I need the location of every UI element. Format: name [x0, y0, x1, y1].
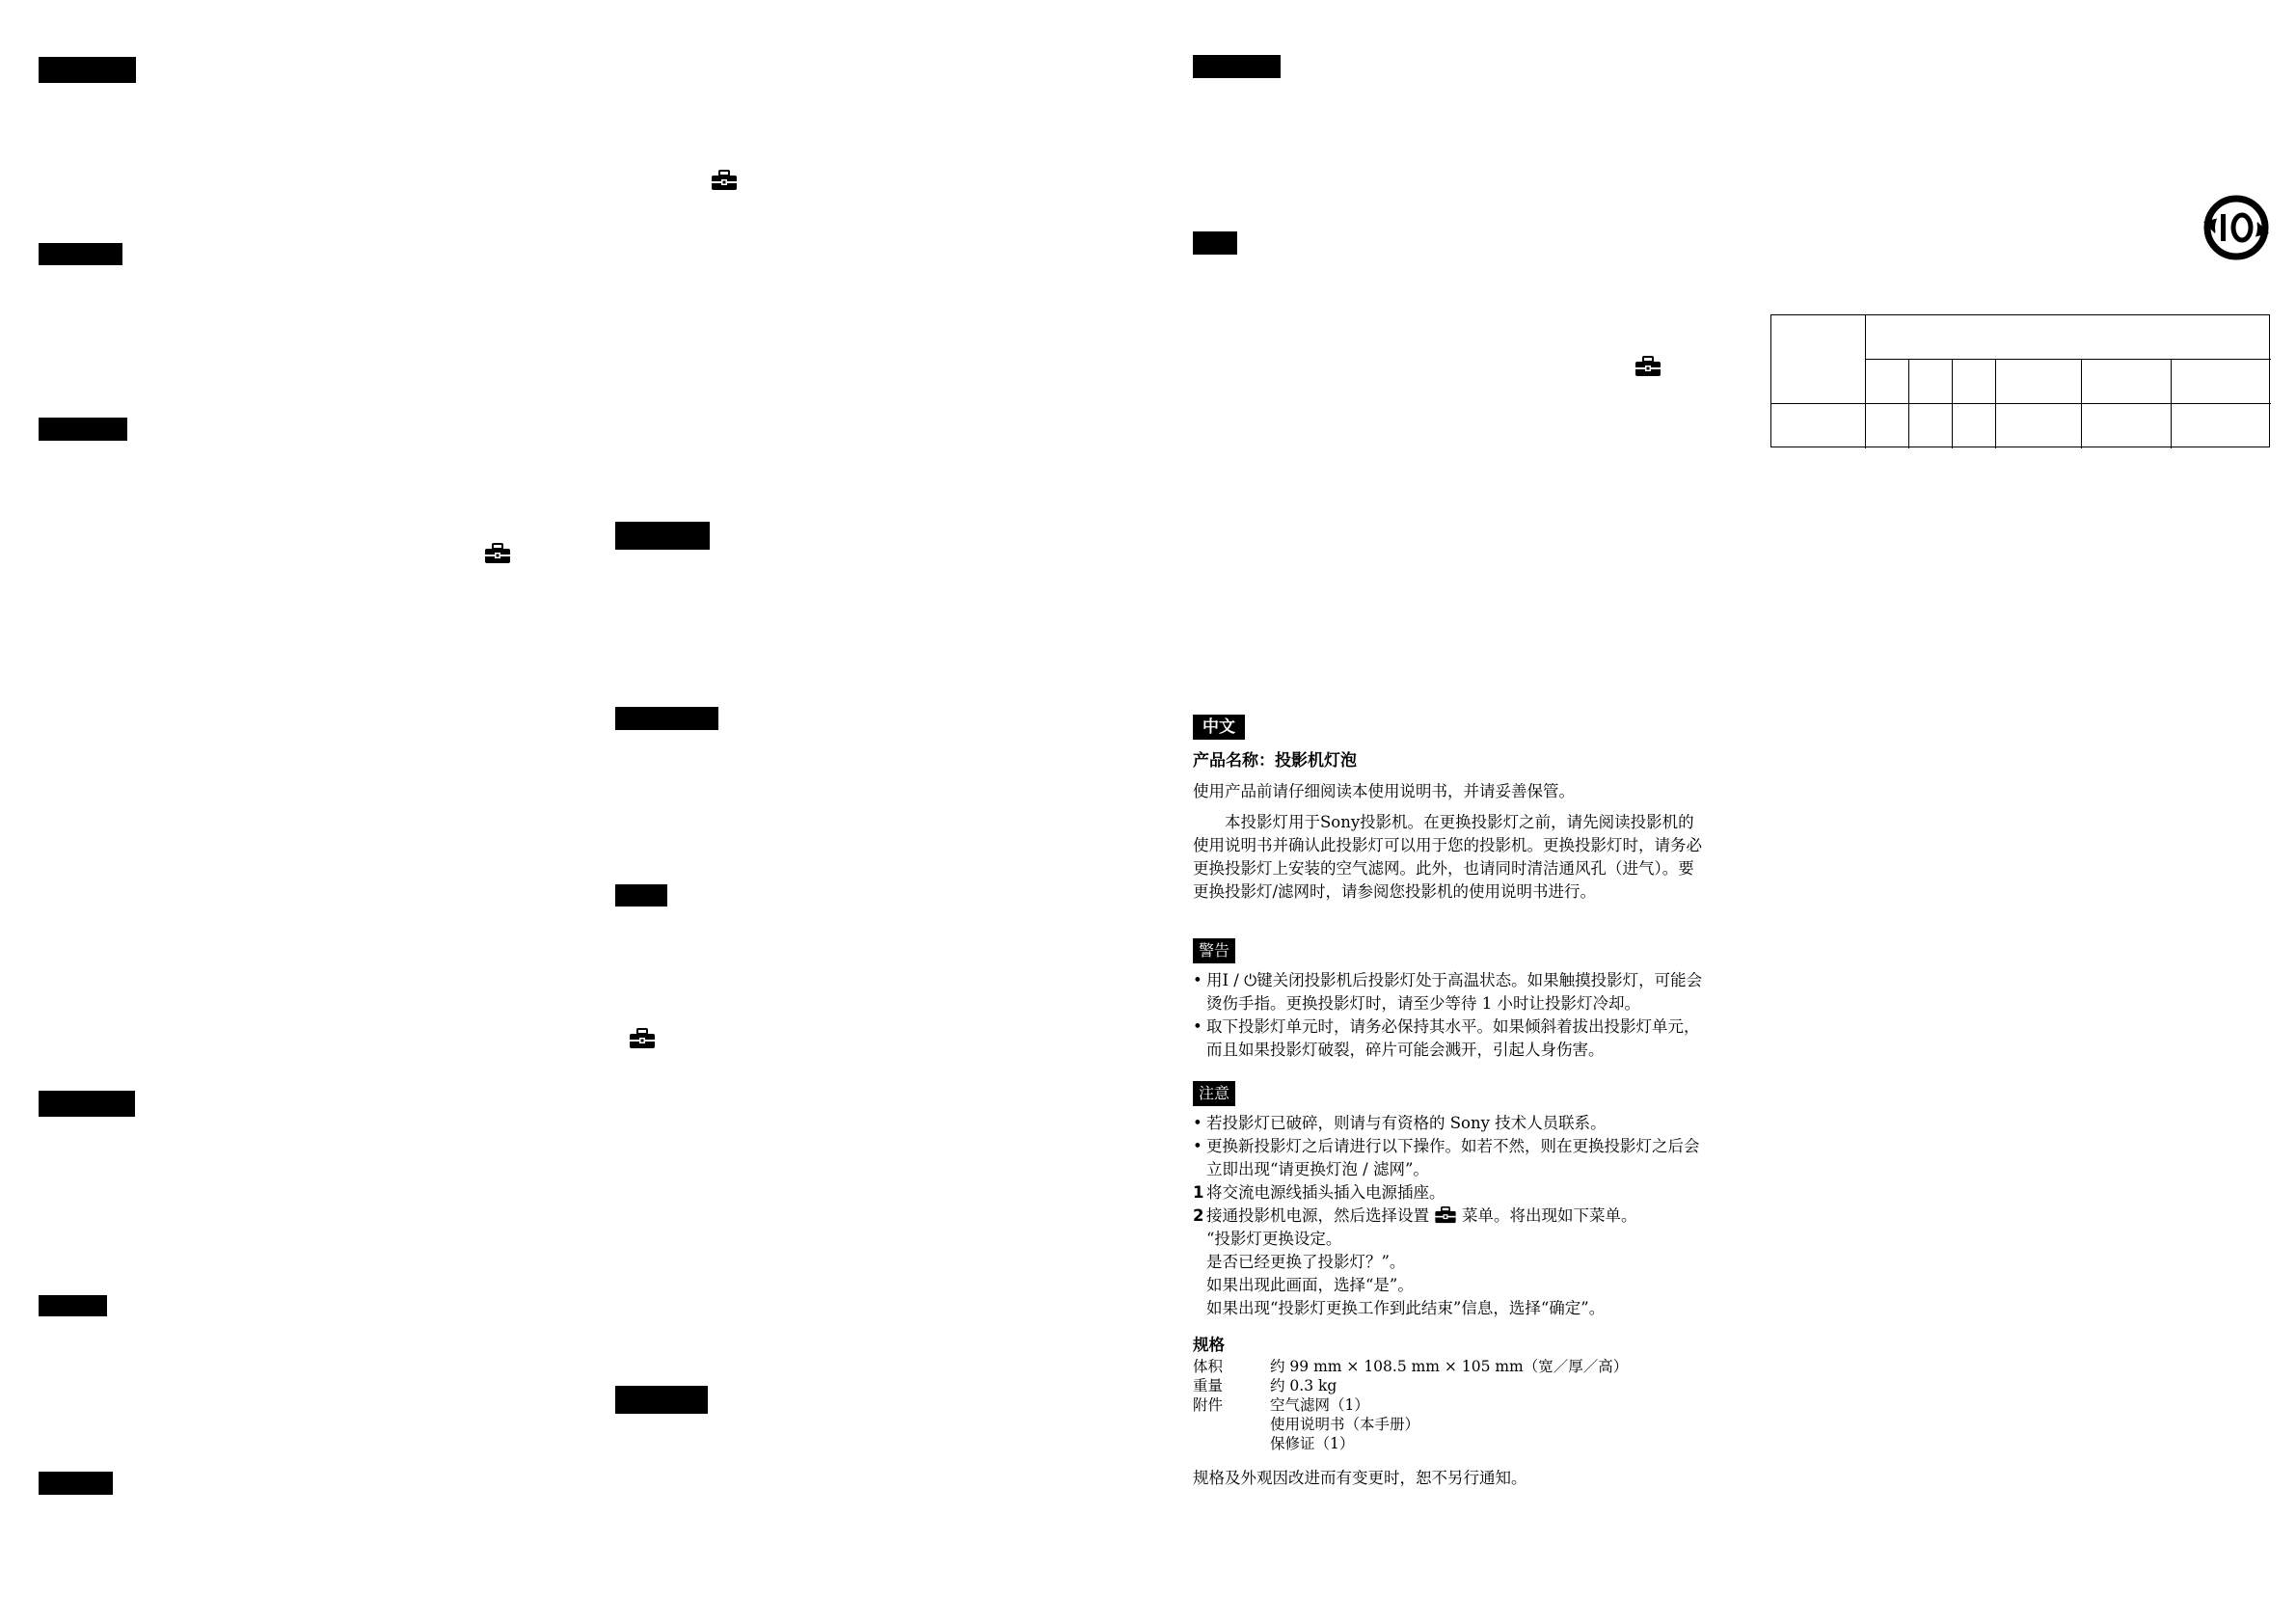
spec-value: 约 0.3 kg	[1270, 1377, 1337, 1394]
step-text: 将交流电源线插头插入电源插座。	[1206, 1183, 1445, 1202]
warning-item: • 用I / ⏻键关闭投影机后投影灯处于高温状态。如果触摸投影灯，可能会烫伤手指。更换投影灯时，请至少等待 1 小时让投影灯冷却。	[1193, 969, 1704, 1015]
redacted-heading	[615, 884, 667, 907]
step-detail-line: 如果出现此画面，选择“是”。	[1206, 1276, 1414, 1294]
step-detail-line: 是否已经更换了投影灯？”。	[1206, 1253, 1406, 1271]
toolbox-icon	[484, 543, 511, 564]
redacted-heading	[39, 1295, 107, 1316]
spec-value: 约 99 mm × 108.5 mm × 105 mm（宽／厚／高）	[1270, 1358, 1629, 1375]
specs-footnote: 规格及外观因改进而有变更时，恕不另行通知。	[1193, 1469, 1527, 1487]
spec-value: 保修证（1）	[1270, 1435, 1355, 1452]
step-detail-line: “投影灯更换设定。	[1206, 1230, 1342, 1248]
redacted-heading	[39, 243, 122, 265]
caution-section	[1193, 1081, 1704, 1320]
spec-value: 空气滤网（1）	[1270, 1396, 1369, 1414]
spec-label: 附件	[1193, 1396, 1224, 1414]
toolbox-icon	[711, 170, 738, 191]
product-title: 产品名称：投影机灯泡	[1193, 751, 1357, 771]
redacted-heading	[39, 418, 127, 441]
description-paragraph: 本投影灯用于Sony投影机。在更换投影灯之前，请先阅读投影机的使用说明书并确认此投影灯可以用于您的投影机。更换投影灯时，请务必更换投影灯上安装的空气滤网。此外，也请同时清洁通风孔（进气）。要更换投影灯/滤网时，请参阅您投影机的使用说明书进行。	[1193, 813, 1702, 901]
step-number: 1	[1193, 1183, 1204, 1202]
redacted-heading	[615, 1386, 708, 1414]
redacted-heading	[39, 1091, 135, 1117]
warning-item: • 取下投影灯单元时，请务必保持其水平。如果倾斜着拔出投影灯单元，而且如果投影灯破裂，碎片可能会溅开，引起人身伤害。	[1193, 1015, 1704, 1062]
caution-tag: 注意	[1193, 1081, 1235, 1106]
spec-row	[1193, 1376, 1704, 1395]
redacted-heading	[615, 522, 710, 550]
caution-item: • 若投影灯已破碎，则请与有资格的 Sony 技术人员联系。	[1193, 1112, 1704, 1135]
intro-text: 使用产品前请仔细阅读本使用说明书，并请妥善保管。	[1193, 782, 1575, 800]
redacted-heading	[39, 57, 136, 83]
step-item	[1193, 1204, 1704, 1320]
language-tag: 中文	[1193, 715, 1245, 740]
toolbox-icon	[1433, 1206, 1458, 1224]
redacted-heading	[615, 707, 718, 730]
step-text: 菜单。将出现如下菜单。	[1462, 1206, 1637, 1225]
toolbox-icon	[1634, 356, 1661, 377]
redacted-heading	[1193, 231, 1237, 255]
spec-label: 体积	[1193, 1358, 1224, 1375]
spec-value: 使用说明书（本手册）	[1270, 1416, 1420, 1433]
toolbox-icon	[629, 1028, 656, 1049]
chinese-section	[1193, 715, 1704, 1490]
warning-tag: 警告	[1193, 938, 1235, 963]
spec-label: 重量	[1193, 1377, 1224, 1394]
spec-row	[1193, 1395, 1704, 1453]
step-detail-line: 如果出现“投影灯更换工作到此结束”信息，选择“确定”。	[1206, 1299, 1606, 1317]
environmental-use-period-icon	[2201, 193, 2271, 262]
warning-section	[1193, 938, 1704, 1062]
redacted-heading	[39, 1472, 113, 1495]
spec-row	[1193, 1357, 1704, 1376]
caution-item: • 更换新投影灯之后请进行以下操作。如若不然，则在更换投影灯之后会立即出现“请更换灯泡 / 滤网”。	[1193, 1135, 1704, 1181]
redacted-heading	[1193, 55, 1281, 78]
hazardous-substances-table	[1770, 314, 2270, 447]
step-text: 接通投影机电源，然后选择设置	[1206, 1206, 1429, 1225]
step-number: 2	[1193, 1206, 1204, 1225]
step-item	[1193, 1181, 1704, 1204]
specs-title: 规格	[1193, 1336, 1225, 1354]
